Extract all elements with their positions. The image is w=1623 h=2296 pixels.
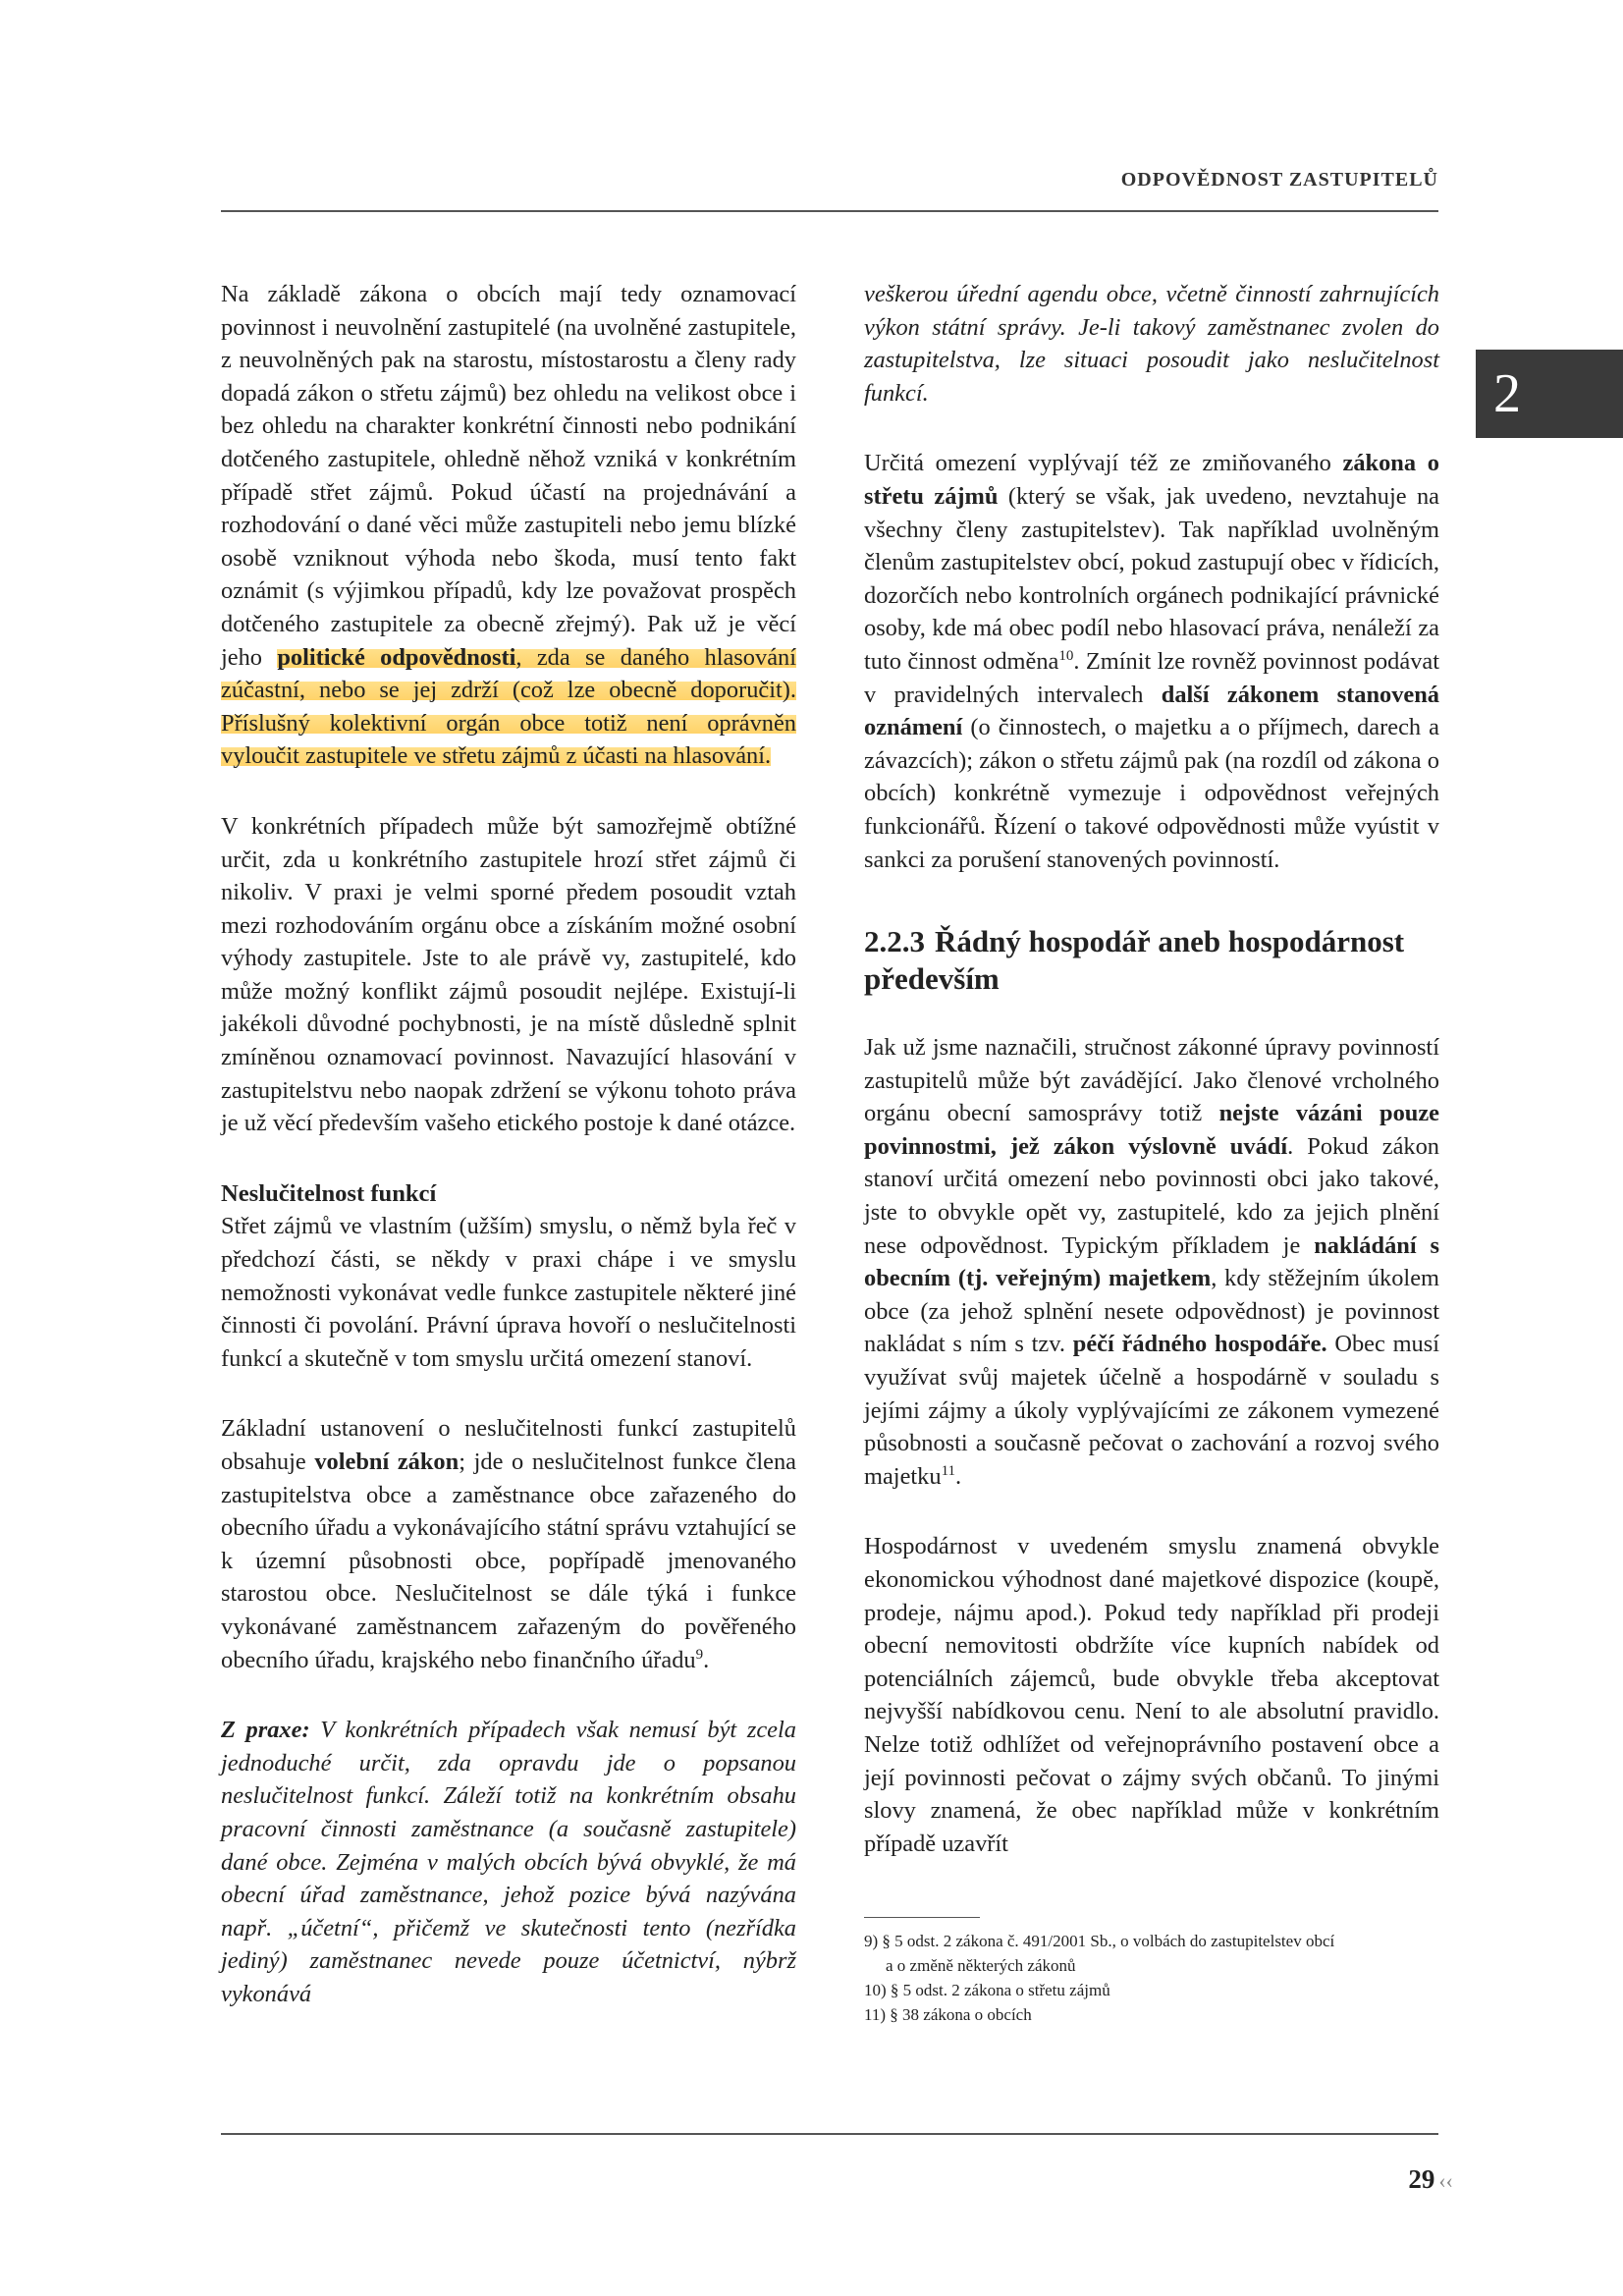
paragraph-radny-hospodar: Jak už jsme naznačili, stručnost zákonné úpravy povinností zastupitelů může být zavádějící. Jako členové vrcholného orgánu obecní samosprávy totiž nejste vázáni pouze povinnostmi, jež zákon výslovně uvádí. Pokud zákon stanoví určitá omezení nebo povinnosti obci jako takové, jste to obvykle opět vy, zastupitelé, kdo za jejich plnění nese odpovědnost. Typickým příkladem je nakládání s obecním (tj. veřejným) majetkem, kdy stěžejním úkolem obce (za jehož splnění nesete odpovědnost) je povinnost nakládat s ním s tzv. péčí řádného hospodáře. Obec musí využívat svůj majetek účelně a hospodárně v souladu s jejími zájmy a úkoly vyplývajícími ze zákonem vymezené působnosti a současně pečovat o zachování a rozvoj svého majetku$^{11}$. bbox=[864, 1034, 1440, 1490]
section-heading: 2.2.3 Řádný hospodář aneb hospodárnost především bbox=[864, 924, 1405, 997]
subheading-neslucitelnost: Neslučitelnost funkcí bbox=[221, 1179, 437, 1207]
paragraph-continuation: veškerou úřední agendu obce, včetně činností zahrnujících výkon státní správy. Je-li takový zaměstnanec zvolen do zastupitelstva, lze situaci posoudit jako neslučitelnost funkcí. bbox=[864, 281, 1439, 407]
paragraph-konkretni-pripady: V konkrétních případech může být samozřejmě obtížné určit, zda u konkrétního zastupitele hrozí střet zájmů či nikoliv. V praxi je velmi sporné předem posoudit vztah mezi rozhodováním orgánu obce a získáním možné osobní výhody zastupitele. Jste to ale právě vy, zastupitelé, kdo může možný konflikt zájmů posoudit nejlépe. Existují-li jakékoli důvodné pochybnosti, je na místě důsledně splnit zmíněnou oznamovací povinnost. Navazující hlasování v zastupitelstvu nebo naopak zdržení se výkonu tohoto práva je už věcí především vašeho etického postoje k dané otázce. bbox=[221, 812, 796, 1137]
footnote-11: 11) § 38 zákona o obcích bbox=[864, 2005, 1032, 2024]
left-column bbox=[221, 278, 796, 2049]
running-header: ODPOVĚDNOST ZASTUPITELŮ bbox=[1120, 169, 1438, 191]
footnote-9: 9) § 5 odst. 2 zákona č. 491/2001 Sb., o volbách do zastupitelstev obcí a o změně některých zákonů bbox=[864, 1932, 1335, 1975]
footer-rule bbox=[221, 2133, 1438, 2135]
paragraph-oznamovaci-povinnost: Na základě zákona o obcích mají tedy oznamovací povinnost i neuvolnění zastupitelé (na uvolněné zastupitele, z neuvolněných pak na starostu, místostarostu a členy rady dopadá zákon o střetu zájmů) bez ohledu na velikost obce i bez ohledu na charakter konkrétní činnosti nebo podnikání dotčeného zastupitele, ohledně něhož vzniká v konkrétním případě střet zájmů. Pokud účastí na projednávání a rozhodování o dané věci může zastupiteli nebo jemu blízké osobě vzniknout výhoda nebo škoda, musí tento fakt oznámit (s výjimkou případů, kdy lze považovat prospěch dotčeného zastupitele za obecně zřejmý). Pak už je věcí jeho politické odpovědnosti, zda se daného hlasování zúčastní, nebo se jej zdrží (což lze obecně doporučit). Příslušný kolektivní orgán obce totiž není oprávněn vyloučit zastupitele ve střetu zájmů z účasti na hlasování. bbox=[221, 281, 796, 770]
footnote-rule bbox=[864, 1917, 980, 1918]
page-number: 29 ‹‹ bbox=[1408, 2164, 1453, 2194]
paragraph-z-praxe: Z praxe: V konkrétních případech však nemusí být zcela jednoduché určit, zda opravdu jde o popsanou neslučitelnost funkcí. Záleží totiž na konkrétním obsahu pracovní činnosti zaměstnance (a současně zastupitele) dané obce. Zejména v malých obcích bývá obvyklé, že má obecní úřad zaměstnance, jehož pozice bývá nazývána např. „účetní“, přičemž ve skutečnosti tento (nezřídka jediný) zaměstnanec nevede pouze účetnictví, nýbrž vykonává bbox=[221, 1717, 796, 2007]
right-column bbox=[864, 278, 1439, 1897]
paragraph-stret-zajmu: Střet zájmů ve vlastním (užším) smyslu, o němž byla řeč v předchozí části, se někdy v praxi chápe i ve smyslu nemožnosti vykonávat vedle funkce zastupitele některé jiné činnosti či povolání. Právní úprava hovoří o neslučitelnosti funkcí a skutečně v tom smyslu určitá omezení stanoví. bbox=[221, 1213, 796, 1372]
footnote-10: 10) § 5 odst. 2 zákona o střetu zájmů bbox=[864, 1981, 1110, 1999]
highlighted-text: politické odpovědnosti, zda se daného hlasování zúčastní, nebo se jej zdrží (což lze obecně doporučit). Příslušný kolektivní orgán obce totiž není oprávněn vyloučit zastupitele ve střetu zájmů z účasti na hlasování. bbox=[221, 643, 796, 770]
chapter-tab: 2 bbox=[1476, 350, 1623, 438]
paragraph-volebni-zakon: Základní ustanovení o neslučitelnosti funkcí zastupitelů obsahuje volební zákon; jde o neslučitelnost funkce člena zastupitelstva obce a zaměstnance obce zařazeného do obecního úřadu a vykonávajícího státní správu vztahující se k územní působnosti obce, popřípadě jmenovaného starostou obce. Neslučitelnost se dále týká i funkce vykonávané zaměstnancem zařazeným do pověřeného obecního úřadu, krajského nebo finančního úřadu$^9$. bbox=[221, 1415, 796, 1673]
header-rule bbox=[221, 210, 1438, 212]
paragraph-hospodarnost: Hospodárnost v uvedeném smyslu znamená obvykle ekonomickou výhodnost dané majetkové dispozice (koupě, prodeje, nájmu apod.). Pokud tedy například při prodeji obecní nemovitosti obdržíte více kupních nabídek od potenciálních zájemců, bude obvykle třeba akceptovat nejvyšší nabídkovou cenu. Není to ale absolutní pravidlo. Nelze totiž odhlížet od veřejnoprávního postavení obce a její povinnosti pečovat o zájmy svých občanů. To jinými slovy znamená, že obec například může v konkrétním případě uzavřít bbox=[864, 1533, 1439, 1857]
paragraph-zakon-stret-zajmu: Určitá omezení vyplývají též ze zmiňovaného zákona o střetu zájmů (který se však, jak uvedeno, nevztahuje na všechny členy zastupitelstev). Tak například uvolněným členům zastupitelstev obcí, pokud zastupují obec v řídicích, dozorčích nebo kontrolních orgánech podnikající právnické osoby, kde má obec podíl nebo hlasovací práva, nenáleží za tuto činnost odměna$^{10}$. Zmínit lze rovněž povinnost podávat v pravidelných intervalech další zákonem stanovená oznámení (o činnostech, o majetku a o příjmech, darech a závazcích); zákon o střetu zájmů pak (na rozdíl od zákona o obcích) konkrétně vymezuje i odpovědnost veřejných funkcionářů. Řízení o takové odpovědnosti může vyústit v sankci za porušení stanovených povinností. bbox=[864, 450, 1440, 873]
footnotes bbox=[864, 1929, 1438, 2027]
page-marker-icon: ‹‹ bbox=[1438, 2168, 1453, 2193]
